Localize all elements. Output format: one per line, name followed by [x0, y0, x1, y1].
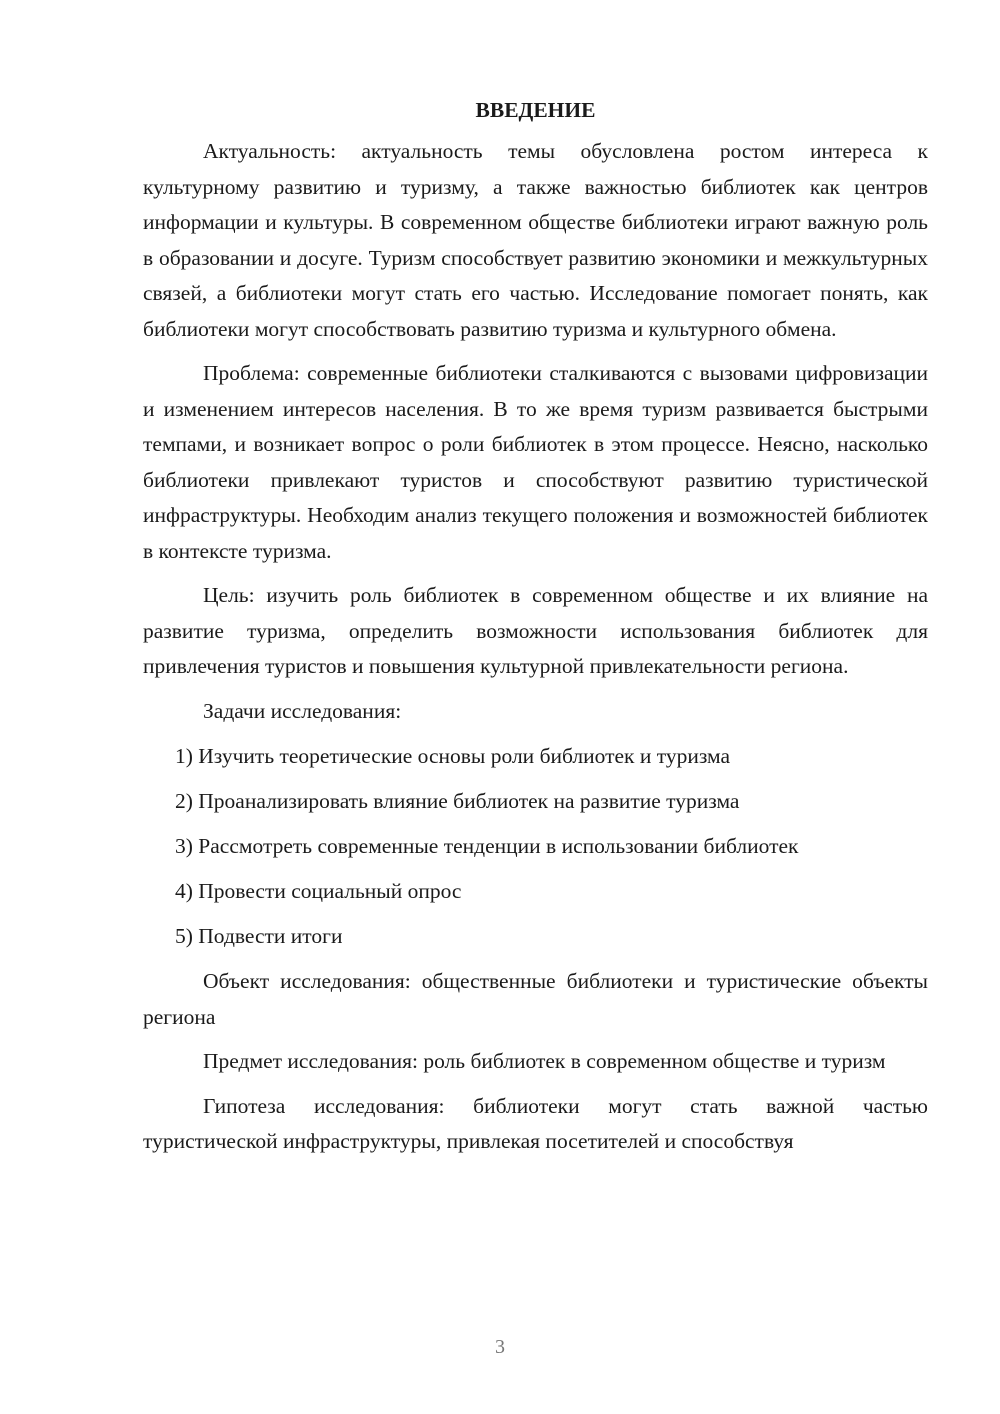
- hypothesis-paragraph: Гипотеза исследования: библиотеки могут стать важной частью туристической инфраструктуры, привлекая посетителей и способствуя: [143, 1093, 928, 1153]
- goal-paragraph: Цель: изучить роль библиотек в современном обществе и их влияние на развитие туризма, определить возможности использования библиотек для привлечения туристов и повышения культурной привлекательности региона.: [143, 583, 928, 678]
- list-item: 5) Подвести итоги: [175, 924, 343, 948]
- problem-paragraph: Проблема: современные библиотеки сталкиваются с вызовами цифровизации и изменением интересов населения. В то же время туризм развивается быстрыми темпами, и возникает вопрос о роли библиотек в этом процессе. Неясно, насколько библиотеки привлекают туристов и способствуют развитию туристической инфраструктуры. Необходим анализ текущего положения и возможностей библиотек в контексте туризма.: [143, 361, 928, 563]
- relevance-paragraph: Актуальность: актуальность темы обусловлена ростом интереса к культурному развитию и туризму, а также важностью библиотек как центров информации и культуры. В современном обществе библиотеки играют важную роль в образовании и досуге. Туризм способствует развитию экономики и межкультурных связей, а библиотеки могут стать его частью. Исследование помогает понять, как библиотеки могут способствовать развитию туризма и культурного обмена.: [143, 139, 928, 341]
- tasks-title: Задачи исследования:: [203, 698, 402, 723]
- list-item: 2) Проанализировать влияние библиотек на развитие туризма: [175, 789, 740, 813]
- tasks-list: [143, 739, 928, 955]
- page-number: 3: [495, 1336, 505, 1358]
- list-item: 3) Рассмотреть современные тенденции в использовании библиотек: [175, 834, 799, 858]
- section-heading: ВВЕДЕНИЕ: [475, 98, 596, 122]
- list-item: 1) Изучить теоретические основы роли библиотек и туризма: [175, 744, 731, 768]
- list-item: 4) Провести социальный опрос: [175, 879, 462, 903]
- subject-paragraph: Предмет исследования: роль библиотек в современном обществе и туризм: [203, 1049, 886, 1073]
- object-paragraph: Объект исследования: общественные библиотеки и туристические объекты региона: [143, 969, 928, 1029]
- document-page: [143, 95, 928, 1169]
